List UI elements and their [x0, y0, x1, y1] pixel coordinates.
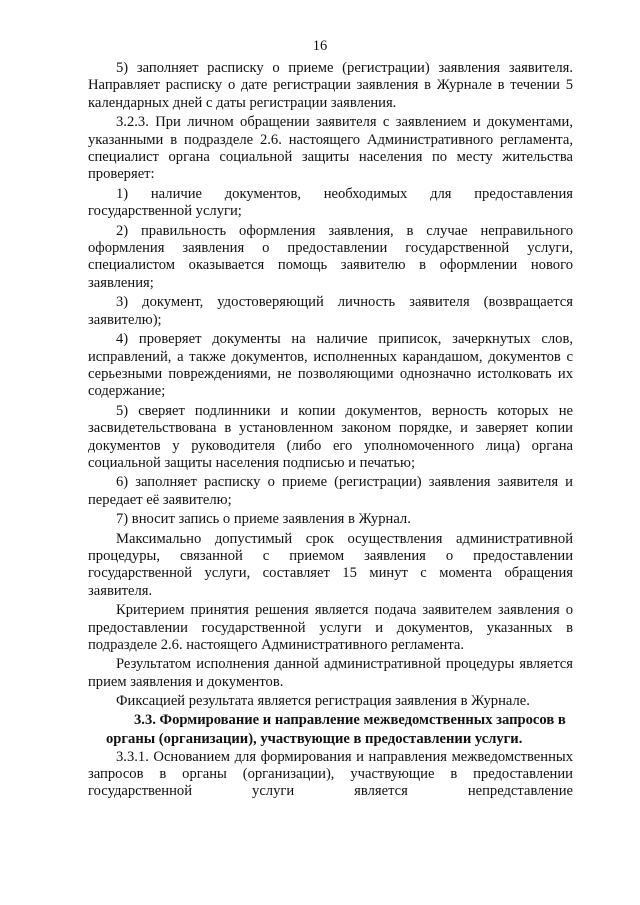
- paragraph: 3.3.1. Основанием для формирования и направления межведомственных запросов в органы (организации), участвующие в предоставлении государственной услуги является непредставление: [88, 748, 573, 800]
- document-body: [88, 60, 573, 801]
- paragraph: Критерием принятия решения является подача заявителем заявления о предоставлении государственной услуги и документов, указанных в подразделе 2.6. настоящего Административного регламента.: [88, 602, 573, 653]
- paragraph: 3.2.3. При личном обращении заявителя с заявлением и документами, указанными в подразделе 2.6. настоящего Административного регламента, специалист органа социальной защиты населения по месту жительства проверяет:: [88, 114, 573, 183]
- list-item: 7) вносит запись о приеме заявления в Журнал.: [116, 511, 411, 528]
- page-number: 16: [312, 38, 328, 54]
- paragraph: Максимально допустимый срок осуществления административной процедуры, связанной с приемом заявления о предоставлении государственной услуги, составляет 15 минут с момента обращения заявителя.: [88, 530, 573, 599]
- list-item: 4) проверяет документы на наличие приписок, зачеркнутых слов, исправлений, а также документов, исполненных карандашом, документов с серьезными повреждениями, не позволяющими однозначно истолковать их содержание;: [88, 331, 573, 400]
- list-item: 2) правильность оформления заявления, в случае неправильного оформления заявления о предоставлении государственной услуги, специалистом оказывается помощь заявителю в оформлении нового заявления;: [88, 222, 573, 291]
- paragraph: Фиксацией результата является регистрация заявления в Журнале.: [116, 693, 530, 710]
- list-item: 1) наличие документов, необходимых для предоставления государственной услуги;: [88, 185, 573, 220]
- list-item: 3) документ, удостоверяющий личность заявителя (возвращается заявителю);: [88, 294, 573, 328]
- section-heading: 3.3. Формирование и направление межведомственных запросов в органы (организации), участвующие в предоставлении услуги.: [106, 711, 566, 747]
- list-item: 5) сверяет подлинники и копии документов, верность которых не засвидетельствована в установленном законом порядке, и заверяет копии документов у руководителя (либо его уполномоченного лица) органа социальной защиты населения подписью и печатью;: [88, 402, 573, 471]
- paragraph: Результатом исполнения данной административной процедуры является прием заявления и документов.: [88, 656, 573, 690]
- paragraph: 5) заполняет расписку о приеме (регистрации) заявления заявителя. Направляет расписку о дате регистрации заявления в Журнале в течении 5 календарных дней с даты регистрации заявления.: [88, 60, 573, 111]
- list-item: 6) заполняет расписку о приеме (регистрации) заявления заявителя и передает её заявителю;: [88, 474, 573, 508]
